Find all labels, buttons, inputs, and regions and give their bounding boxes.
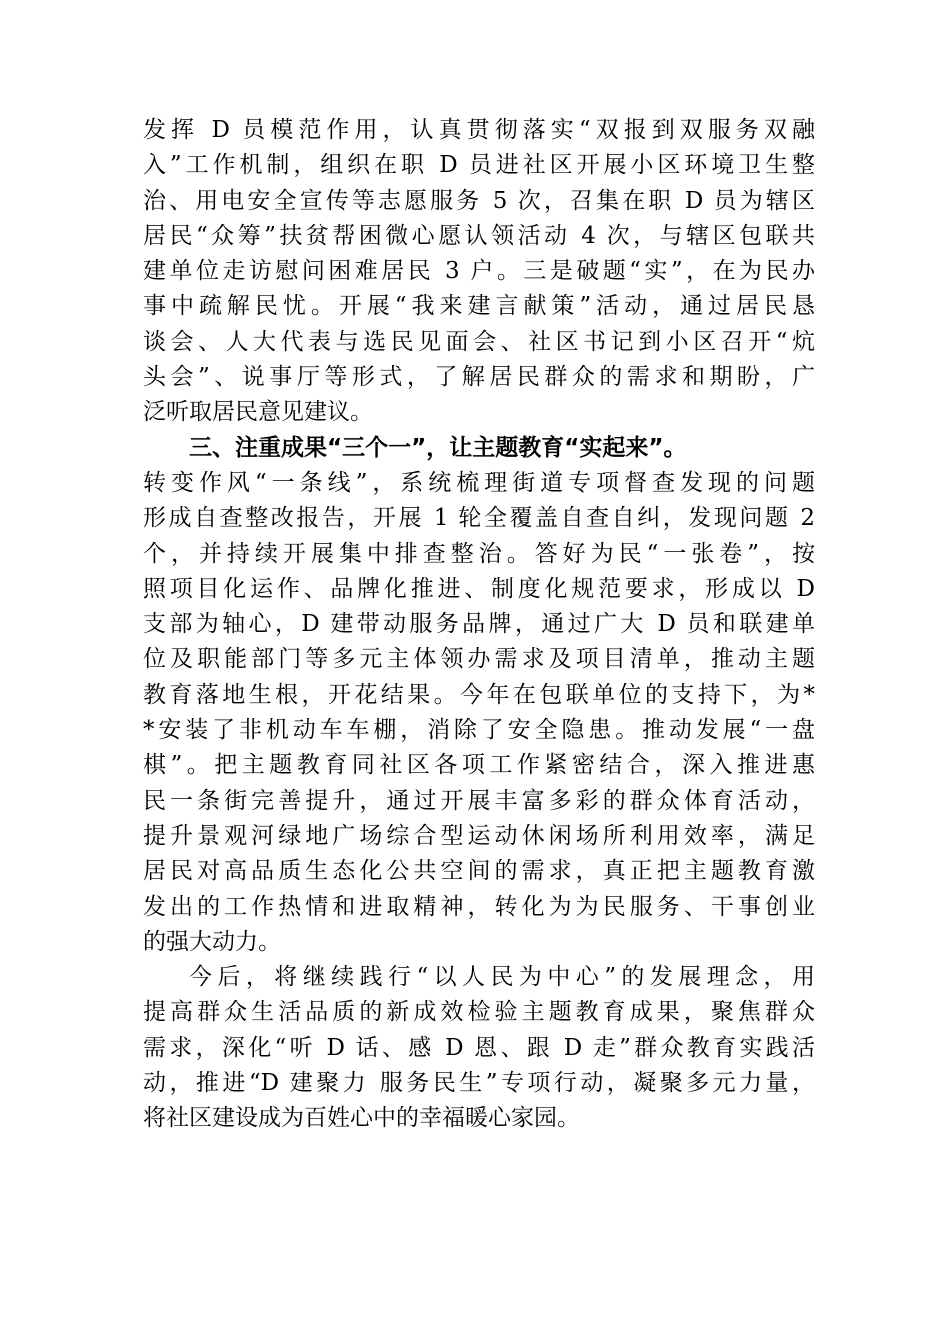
paragraph-line: 棋”。把主题教育同社区各项工作紧密结合，深入推进惠 <box>143 752 815 779</box>
paragraph-line: 居民对高品质生态化公共空间的需求，真正把主题教育激 <box>143 858 815 885</box>
paragraph-line: 提升景观河绿地广场综合型运动休闲场所利用效率，满足 <box>143 822 815 849</box>
paragraph-line: 转变作风“一条线”，系统梳理街道专项督查发现的问题 <box>143 469 815 496</box>
paragraph-line: 形成自查整改报告，开展 1 轮全覆盖自查自纠，发现问题 2 <box>143 505 815 532</box>
paragraph-line: 事中疏解民忧。开展“我来建言献策”活动，通过居民恳 <box>143 293 815 320</box>
paragraph-line: 需求，深化“听 D 话、感 D 恩、跟 D 走”群众教育实践活 <box>143 1034 815 1061</box>
section-heading: 三、注重成果“三个一”，让主题教育“实起来”。 <box>189 434 687 461</box>
paragraph-1 <box>143 113 815 431</box>
paragraph-line: 将社区建设成为百姓心中的幸福暖心家园。 <box>143 1105 580 1132</box>
paragraph-line: 谈会、人大代表与选民见面会、社区书记到小区召开“炕 <box>143 328 815 355</box>
paragraph-line: 建单位走访慰问困难居民 3 户。三是破题“实”，在为民办 <box>143 258 815 285</box>
paragraph-line: 泛听取居民意见建议。 <box>143 399 373 426</box>
paragraph-line: 居民“众筹”扶贫帮困微心愿认领活动 4 次，与辖区包联共 <box>143 222 815 249</box>
paragraph-line: 提高群众生活品质的新成效检验主题教育成果，聚焦群众 <box>143 999 815 1026</box>
paragraph-line: 照项目化运作、品牌化推进、制度化规范要求，形成以 D <box>143 575 815 602</box>
section-3 <box>143 431 815 960</box>
paragraph-line: 头会”、说事厅等形式，了解居民群众的需求和期盼，广 <box>143 364 815 391</box>
paragraph-line: 个，并持续开展集中排查整治。答好为民“一张卷”，按 <box>143 540 815 567</box>
paragraph-line: 教育落地生根，开花结果。今年在包联单位的支持下，为* <box>143 681 815 708</box>
paragraph-line: 位及职能部门等多元主体领办需求及项目清单，推动主题 <box>143 646 815 673</box>
paragraph-line: 民一条街完善提升，通过开展丰富多彩的群众体育活动， <box>143 787 815 814</box>
paragraph-line: 的强大动力。 <box>143 928 281 955</box>
paragraph-final <box>143 960 815 1136</box>
paragraph-line: *安装了非机动车车棚，消除了安全隐患。推动发展“一盘 <box>143 717 815 744</box>
paragraph-line: 治、用电安全宣传等志愿服务 5 次，召集在职 D 员为辖区 <box>143 187 815 214</box>
paragraph-line: 发出的工作热情和进取精神，转化为为民服务、干事创业 <box>143 893 815 920</box>
paragraph-line: 入”工作机制，组织在职 D 员进社区开展小区环境卫生整 <box>143 152 815 179</box>
paragraph-line: 支部为轴心，D 建带动服务品牌，通过广大 D 员和联建单 <box>143 611 815 638</box>
paragraph-line: 发挥 D 员模范作用，认真贯彻落实“双报到双服务双融 <box>143 117 815 143</box>
paragraph-line: 动，推进“D 建聚力 服务民生”专项行动，凝聚多元力量， <box>143 1070 815 1097</box>
paragraph-line: 今后，将继续践行“以人民为中心”的发展理念，用 <box>189 964 815 991</box>
document-body <box>143 113 815 1137</box>
